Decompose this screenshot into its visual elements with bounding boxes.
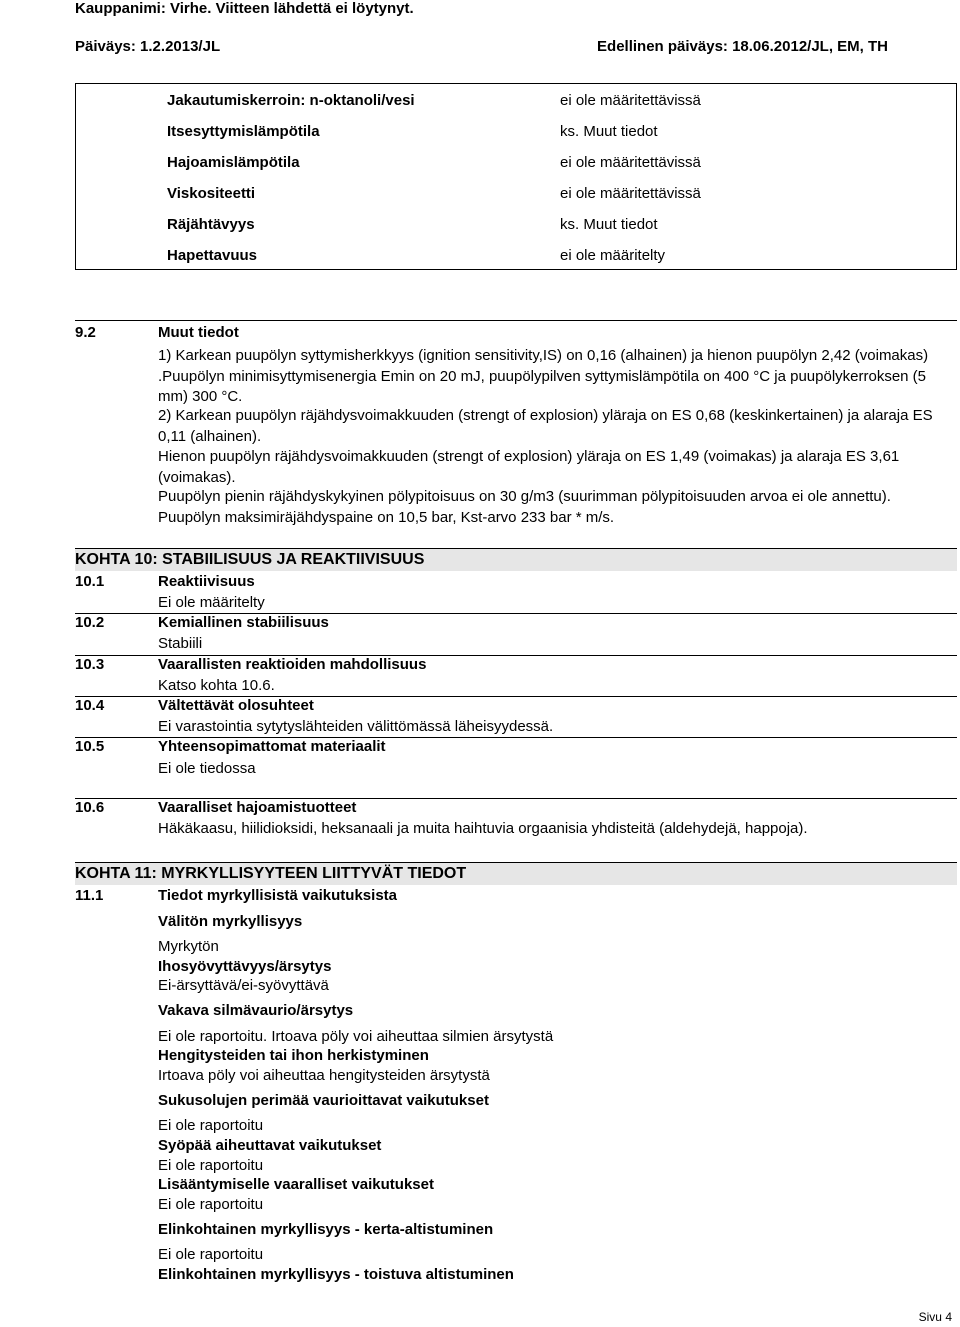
subsection-title: Vaaralliset hajoamistuotteet xyxy=(158,799,357,816)
property-value: ei ole määritettävissä xyxy=(560,92,701,109)
table-row xyxy=(76,247,956,278)
subsection-text: Ei varastointia sytytyslähteiden välittömässä läheisyydessä. xyxy=(158,718,554,735)
subsection-text: Katso kohta 10.6. xyxy=(158,677,275,694)
toxicity-text: Myrkytön xyxy=(158,938,219,955)
subsection-title: Muut tiedot xyxy=(158,324,239,341)
section-rule xyxy=(75,320,957,321)
subsection-text: Ei ole määritelty xyxy=(158,594,265,611)
paragraph: 2) Karkean puupölyn räjähdysvoimakkuuden (strengt of explosion) yläraja on ES 0,68 (keskinkertainen) ja alaraja ES 0,11 (alhainen). xyxy=(158,407,933,445)
toxicity-label: Hengitysteiden tai ihon herkistyminen xyxy=(158,1047,429,1064)
toxicity-label: Välitön myrkyllisyys xyxy=(158,913,303,930)
section-10-title: KOHTA 10: STABIILISUUS JA REAKTIIVISUUS xyxy=(75,551,425,568)
subsection-title: Reaktiivisuus xyxy=(158,573,255,590)
paragraph: 1) Karkean puupölyn syttymisherkkyys (ignition sensitivity,IS) on 0,16 (alhainen) ja hienon puupölyn 2,42 (voimakas) .Puupölyn minimisyttymisenergia Emin on 20 mJ, puupölypilven syttymislämpötila on 400 °C ja puupölykerroksen (5 mm) 300 °C. xyxy=(158,347,929,405)
table-row xyxy=(76,154,956,185)
toxicity-label: Ihosyövyttävyys/ärsytys xyxy=(158,958,332,975)
section-11-title: KOHTA 11: MYRKYLLISYYTEEN LIITTYVÄT TIEDOT xyxy=(75,865,467,882)
subsection-text: Stabiili xyxy=(158,635,203,652)
toxicity-label: Sukusolujen perimää vaurioittavat vaikutukset xyxy=(158,1092,489,1109)
table-row xyxy=(76,216,956,247)
subsection-number: 10.2 xyxy=(75,614,105,631)
toxicity-text: Ei-ärsyttävä/ei-syövyttävä xyxy=(158,977,329,994)
subsection-number: 10.3 xyxy=(75,656,105,673)
property-label: Hajoamislämpötila xyxy=(167,154,300,171)
property-value: ei ole määritelty xyxy=(560,247,666,264)
date: Päiväys: 1.2.2013/JL xyxy=(75,38,221,55)
toxicity-label: Syöpää aiheuttavat vaikutukset xyxy=(158,1137,382,1154)
property-value: ei ole määritettävissä xyxy=(560,185,701,202)
subsection-number: 11.1 xyxy=(75,887,104,904)
toxicity-text: Ei ole raportoitu. Irtoava pöly voi aiheuttaa silmien ärsytystä xyxy=(158,1028,554,1045)
property-label: Jakautumiskerroin: n-oktanoli/vesi xyxy=(167,92,415,109)
page-number: Sivu 4 xyxy=(918,1310,952,1324)
toxicity-text: Ei ole raportoitu xyxy=(158,1117,264,1134)
toxicity-label: Elinkohtainen myrkyllisyys - toistuva altistuminen xyxy=(158,1266,514,1283)
toxicity-text: Ei ole raportoitu xyxy=(158,1196,264,1213)
subsection-text: Ei ole tiedossa xyxy=(158,760,256,777)
property-label: Räjähtävyys xyxy=(167,216,255,233)
property-value: ks. Muut tiedot xyxy=(560,123,658,140)
subsection-title: Yhteensopimattomat materiaalit xyxy=(158,738,386,755)
property-value: ks. Muut tiedot xyxy=(560,216,658,233)
properties-table xyxy=(75,83,957,270)
subsection-text: Häkäkaasu, hiilidioksidi, heksanaali ja muita haihtuvia orgaanisia yhdisteitä (aldehydejä, happoja). xyxy=(158,820,808,837)
subsection-title: Kemiallinen stabiilisuus xyxy=(158,614,329,631)
subsection-title: Vaarallisten reaktioiden mahdollisuus xyxy=(158,656,427,673)
subsection-number: 10.6 xyxy=(75,799,105,816)
toxicity-text: Ei ole raportoitu xyxy=(158,1157,264,1174)
subsection-title: Tiedot myrkyllisistä vaikutuksista xyxy=(158,887,397,904)
property-value: ei ole määritettävissä xyxy=(560,154,701,171)
subsection-title: Vältettävät olosuhteet xyxy=(158,697,314,714)
subsection-number: 10.4 xyxy=(75,697,105,714)
paragraph: Hienon puupölyn räjähdysvoimakkuuden (strengt of explosion) yläraja on ES 1,49 (voimakas) ja alaraja ES 3,61 (voimakas). xyxy=(158,448,900,486)
section-heading xyxy=(75,862,957,885)
section-heading xyxy=(75,548,957,571)
toxicity-label: Elinkohtainen myrkyllisyys - kerta-altistuminen xyxy=(158,1221,494,1238)
table-row xyxy=(76,185,956,216)
subsection-number: 10.1 xyxy=(75,573,105,590)
toxicity-label: Vakava silmävaurio/ärsytys xyxy=(158,1002,354,1019)
table-row xyxy=(76,123,956,154)
toxicity-text: Ei ole raportoitu xyxy=(158,1246,264,1263)
property-label: Viskositeetti xyxy=(167,185,256,202)
subsection-number: 9.2 xyxy=(75,324,96,341)
property-label: Hapettavuus xyxy=(167,247,258,264)
subsection-number: 10.5 xyxy=(75,738,105,755)
product-name: Kauppanimi: Virhe. Viitteen lähdettä ei löytynyt. xyxy=(75,0,414,17)
property-label: Itsesyttymislämpötila xyxy=(167,123,320,140)
previous-date: Edellinen päiväys: 18.06.2012/JL, EM, TH xyxy=(597,38,888,55)
paragraph: Puupölyn pienin räjähdyskykyinen pölypitoisuus on 30 g/m3 (suurimman pölypitoisuuden arvoa ei ole annettu). Puupölyn maksimiräjähdyspaine on 10,5 bar, Kst-arvo 233 bar * m/s. xyxy=(158,488,891,526)
toxicity-label: Lisääntymiselle vaaralliset vaikutukset xyxy=(158,1176,434,1193)
toxicity-text: Irtoava pöly voi aiheuttaa hengitysteiden ärsytystä xyxy=(158,1067,490,1084)
table-row xyxy=(76,92,956,123)
